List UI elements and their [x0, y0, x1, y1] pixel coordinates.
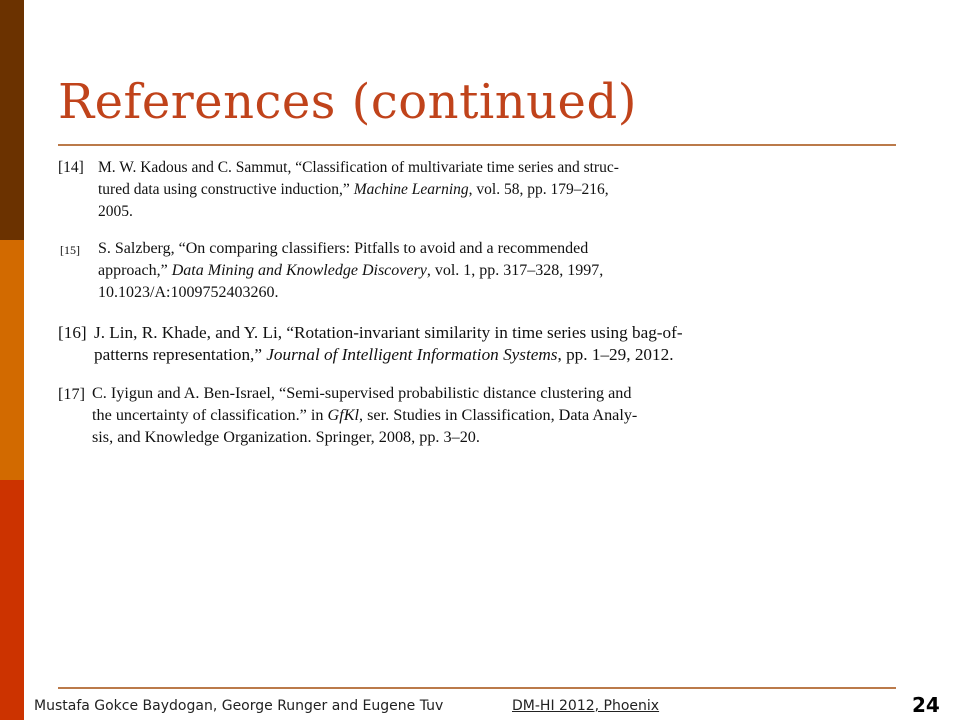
reference-line — [98, 179, 619, 201]
reference-text — [98, 238, 603, 304]
reference-text-run: 2005. — [98, 203, 133, 220]
reference-line — [98, 282, 603, 304]
reference-text-run: 10.1023/A:1009752403260. — [98, 284, 279, 301]
reference-line — [98, 201, 619, 223]
reference-line — [98, 157, 619, 179]
reference-line — [92, 404, 637, 426]
reference-text-run: , vol. 58, pp. 179–216, — [468, 181, 609, 198]
reference-text-run: , vol. 1, pp. 317–328, 1997, — [426, 262, 604, 279]
reference-italic-text: GfKl — [327, 406, 360, 424]
reference-text — [92, 382, 637, 448]
title-divider — [58, 144, 896, 146]
reference-italic-text: Data Mining and Knowledge Discovery — [171, 262, 427, 279]
reference-line — [98, 238, 603, 260]
reference-number: [16] — [58, 323, 87, 342]
reference-text-run: tured data using constructive induction,” — [98, 181, 354, 198]
sidebar-band-bottom — [0, 480, 24, 720]
reference-text-run: patterns representation,” — [94, 345, 267, 364]
reference-italic-text: Machine Learning — [353, 181, 469, 198]
reference-text-run: , pp. 1–29, 2012. — [557, 345, 674, 364]
reference-line — [92, 426, 637, 448]
slide-title: References (continued) — [58, 74, 637, 130]
reference-line — [94, 322, 683, 344]
reference-text-run: C. Iyigun and A. Ben-Israel, “Semi-supervised probabilistic distance clustering and — [92, 384, 632, 402]
reference-number: [14] — [58, 159, 84, 176]
reference-text — [94, 322, 683, 366]
reference-text-run: approach,” — [98, 262, 172, 279]
reference-text-run: , ser. Studies in Classification, Data Analy- — [359, 406, 638, 424]
reference-text-run: the uncertainty of classification.” in — [92, 406, 328, 424]
reference-text-run: J. Lin, R. Khade, and Y. Li, “Rotation-invariant similarity in time series using bag-of- — [94, 323, 683, 342]
page-number: 24 — [912, 693, 940, 717]
reference-text — [98, 157, 619, 223]
footer-divider — [58, 687, 896, 689]
sidebar-band-top — [0, 0, 24, 240]
reference-line — [98, 260, 603, 282]
reference-number: [15] — [60, 243, 80, 257]
sidebar-band-middle — [0, 240, 24, 480]
reference-text-run: S. Salzberg, “On comparing classifiers: Pitfalls to avoid and a recommended — [98, 240, 589, 257]
reference-text-run: M. W. Kadous and C. Sammut, “Classification of multivariate time series and struc- — [98, 159, 619, 176]
reference-italic-text: Journal of Intelligent Information Systems — [266, 345, 558, 364]
reference-text-run: sis, and Knowledge Organization. Springer, 2008, pp. 3–20. — [92, 428, 480, 446]
reference-line — [92, 382, 637, 404]
footer-authors: Mustafa Gokce Baydogan, George Runger and Eugene Tuv — [34, 698, 444, 714]
reference-number: [17] — [58, 385, 85, 403]
footer-conference-link[interactable]: DM-HI 2012, Phoenix — [512, 698, 660, 714]
reference-line — [94, 344, 683, 366]
